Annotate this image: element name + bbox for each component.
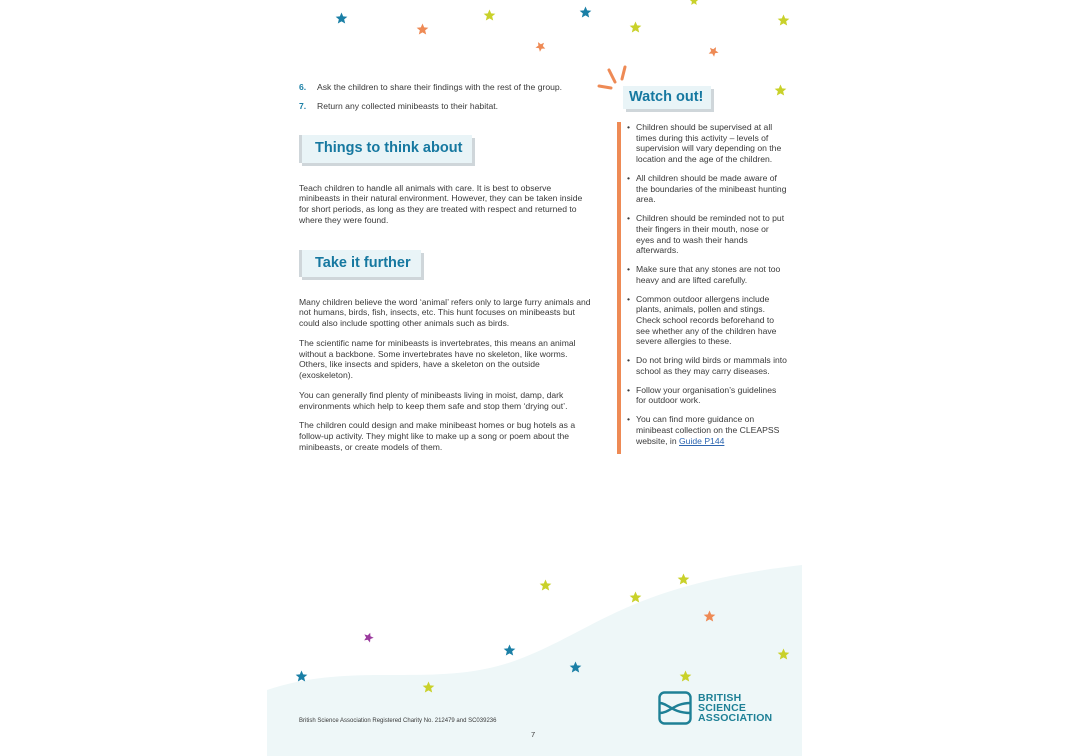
star-icon <box>503 644 516 657</box>
step-number: 6. <box>299 82 307 92</box>
step-item <box>299 82 591 93</box>
bsa-logo <box>658 690 778 726</box>
main-content <box>299 82 591 461</box>
star-icon <box>708 46 719 57</box>
step-number: 7. <box>299 100 307 111</box>
star-icon <box>416 23 429 36</box>
list-item: • All children should be made aware of the boundaries of the minibeast hunting area. <box>627 173 787 205</box>
star-icon <box>579 6 592 19</box>
bsa-logo-mark-icon <box>658 691 692 725</box>
document-page <box>267 0 802 756</box>
logo-line: SCIENCE <box>698 701 747 714</box>
star-icon <box>535 41 546 52</box>
paragraph: The scientific name for minibeasts is invertebrates, this means an animal without a backbone. Some invertebrates have no skeleton, like worms. Others, like insects and spiders, have a skeleton on the outside (exoskeleton). <box>299 337 576 381</box>
take-it-further-heading: Take it further <box>299 250 421 277</box>
watch-out-list <box>617 122 787 454</box>
things-to-think-section <box>299 135 591 225</box>
list-item: • Children should be supervised at all times during this activity – levels of supervision will vary depending on the location and the age of the children. <box>627 122 787 165</box>
star-icon <box>335 12 348 25</box>
guide-p144-link[interactable]: Guide P144 <box>679 435 725 446</box>
star-icon <box>422 681 435 694</box>
logo-line: BRITISH <box>698 691 742 704</box>
star-icon <box>703 610 716 623</box>
things-to-think-heading: Things to think about <box>299 135 472 162</box>
star-icon <box>363 632 374 643</box>
list-item-text: You can find more guidance on minibeast collection on the CLEAPSS website, in <box>636 414 780 446</box>
star-icon <box>777 14 790 27</box>
watch-out-header <box>623 86 787 109</box>
paragraph: You can generally find plenty of minibeasts living in moist, damp, dark environments which help to keep them safe and stop them ‘drying out’. <box>299 389 568 411</box>
star-icon <box>629 591 642 604</box>
star-icon <box>569 661 582 674</box>
star-icon <box>295 670 308 683</box>
star-icon <box>677 573 690 586</box>
take-it-further-section <box>299 250 591 453</box>
star-icon <box>539 579 552 592</box>
watch-out-panel <box>617 66 787 446</box>
step-item <box>299 101 591 112</box>
page-number: 7 <box>531 730 536 739</box>
list-item <box>627 414 787 446</box>
list-item: • Follow your organisation’s guidelines for outdoor work. <box>627 385 787 406</box>
bsa-logo-text <box>698 693 772 724</box>
star-icon <box>689 0 699 6</box>
list-item: • Make sure that any stones are not too heavy and are lifted carefully. <box>627 264 787 285</box>
star-icon <box>629 21 642 34</box>
logo-line: ASSOCIATION <box>698 712 773 725</box>
paragraph: The children could design and make minibeast homes or bug hotels as a follow-up activity. They might like to make up a song or poem about the minibeasts, or create models of them. <box>299 420 576 452</box>
star-icon <box>679 670 692 683</box>
paragraph: Teach children to handle all animals with care. It is best to observe minibeasts in their natural environment. However, they can be taken inside for short periods, as long as they are treated with respect and returned to where they were found. <box>299 182 583 225</box>
step-text: Ask the children to share their findings with the rest of the group. <box>317 82 563 92</box>
list-item: • Common outdoor allergens include plants, animals, pollen and stings. Check school records beforehand to see whether any of the children have severe allergies to these. <box>627 294 787 348</box>
list-item: • Children should be reminded not to put their fingers in their mouth, nose or eyes and to wash their hands afterwards. <box>627 213 787 256</box>
watch-out-heading: Watch out! <box>623 86 711 109</box>
step-text: Return any collected minibeasts to their habitat. <box>317 100 499 111</box>
star-icon <box>777 648 790 661</box>
charity-footer: British Science Association Registered Charity No. 212479 and SC039236 <box>299 718 497 724</box>
list-item: • Do not bring wild birds or mammals into school as they may carry diseases. <box>627 355 787 376</box>
star-icon <box>483 9 496 22</box>
paragraph: Many children believe the word ‘animal’ refers only to large furry animals and not humans, birds, fish, insects, etc. This hunt focuses on minibeasts but could also include spotting other animals such as birds. <box>299 296 591 329</box>
